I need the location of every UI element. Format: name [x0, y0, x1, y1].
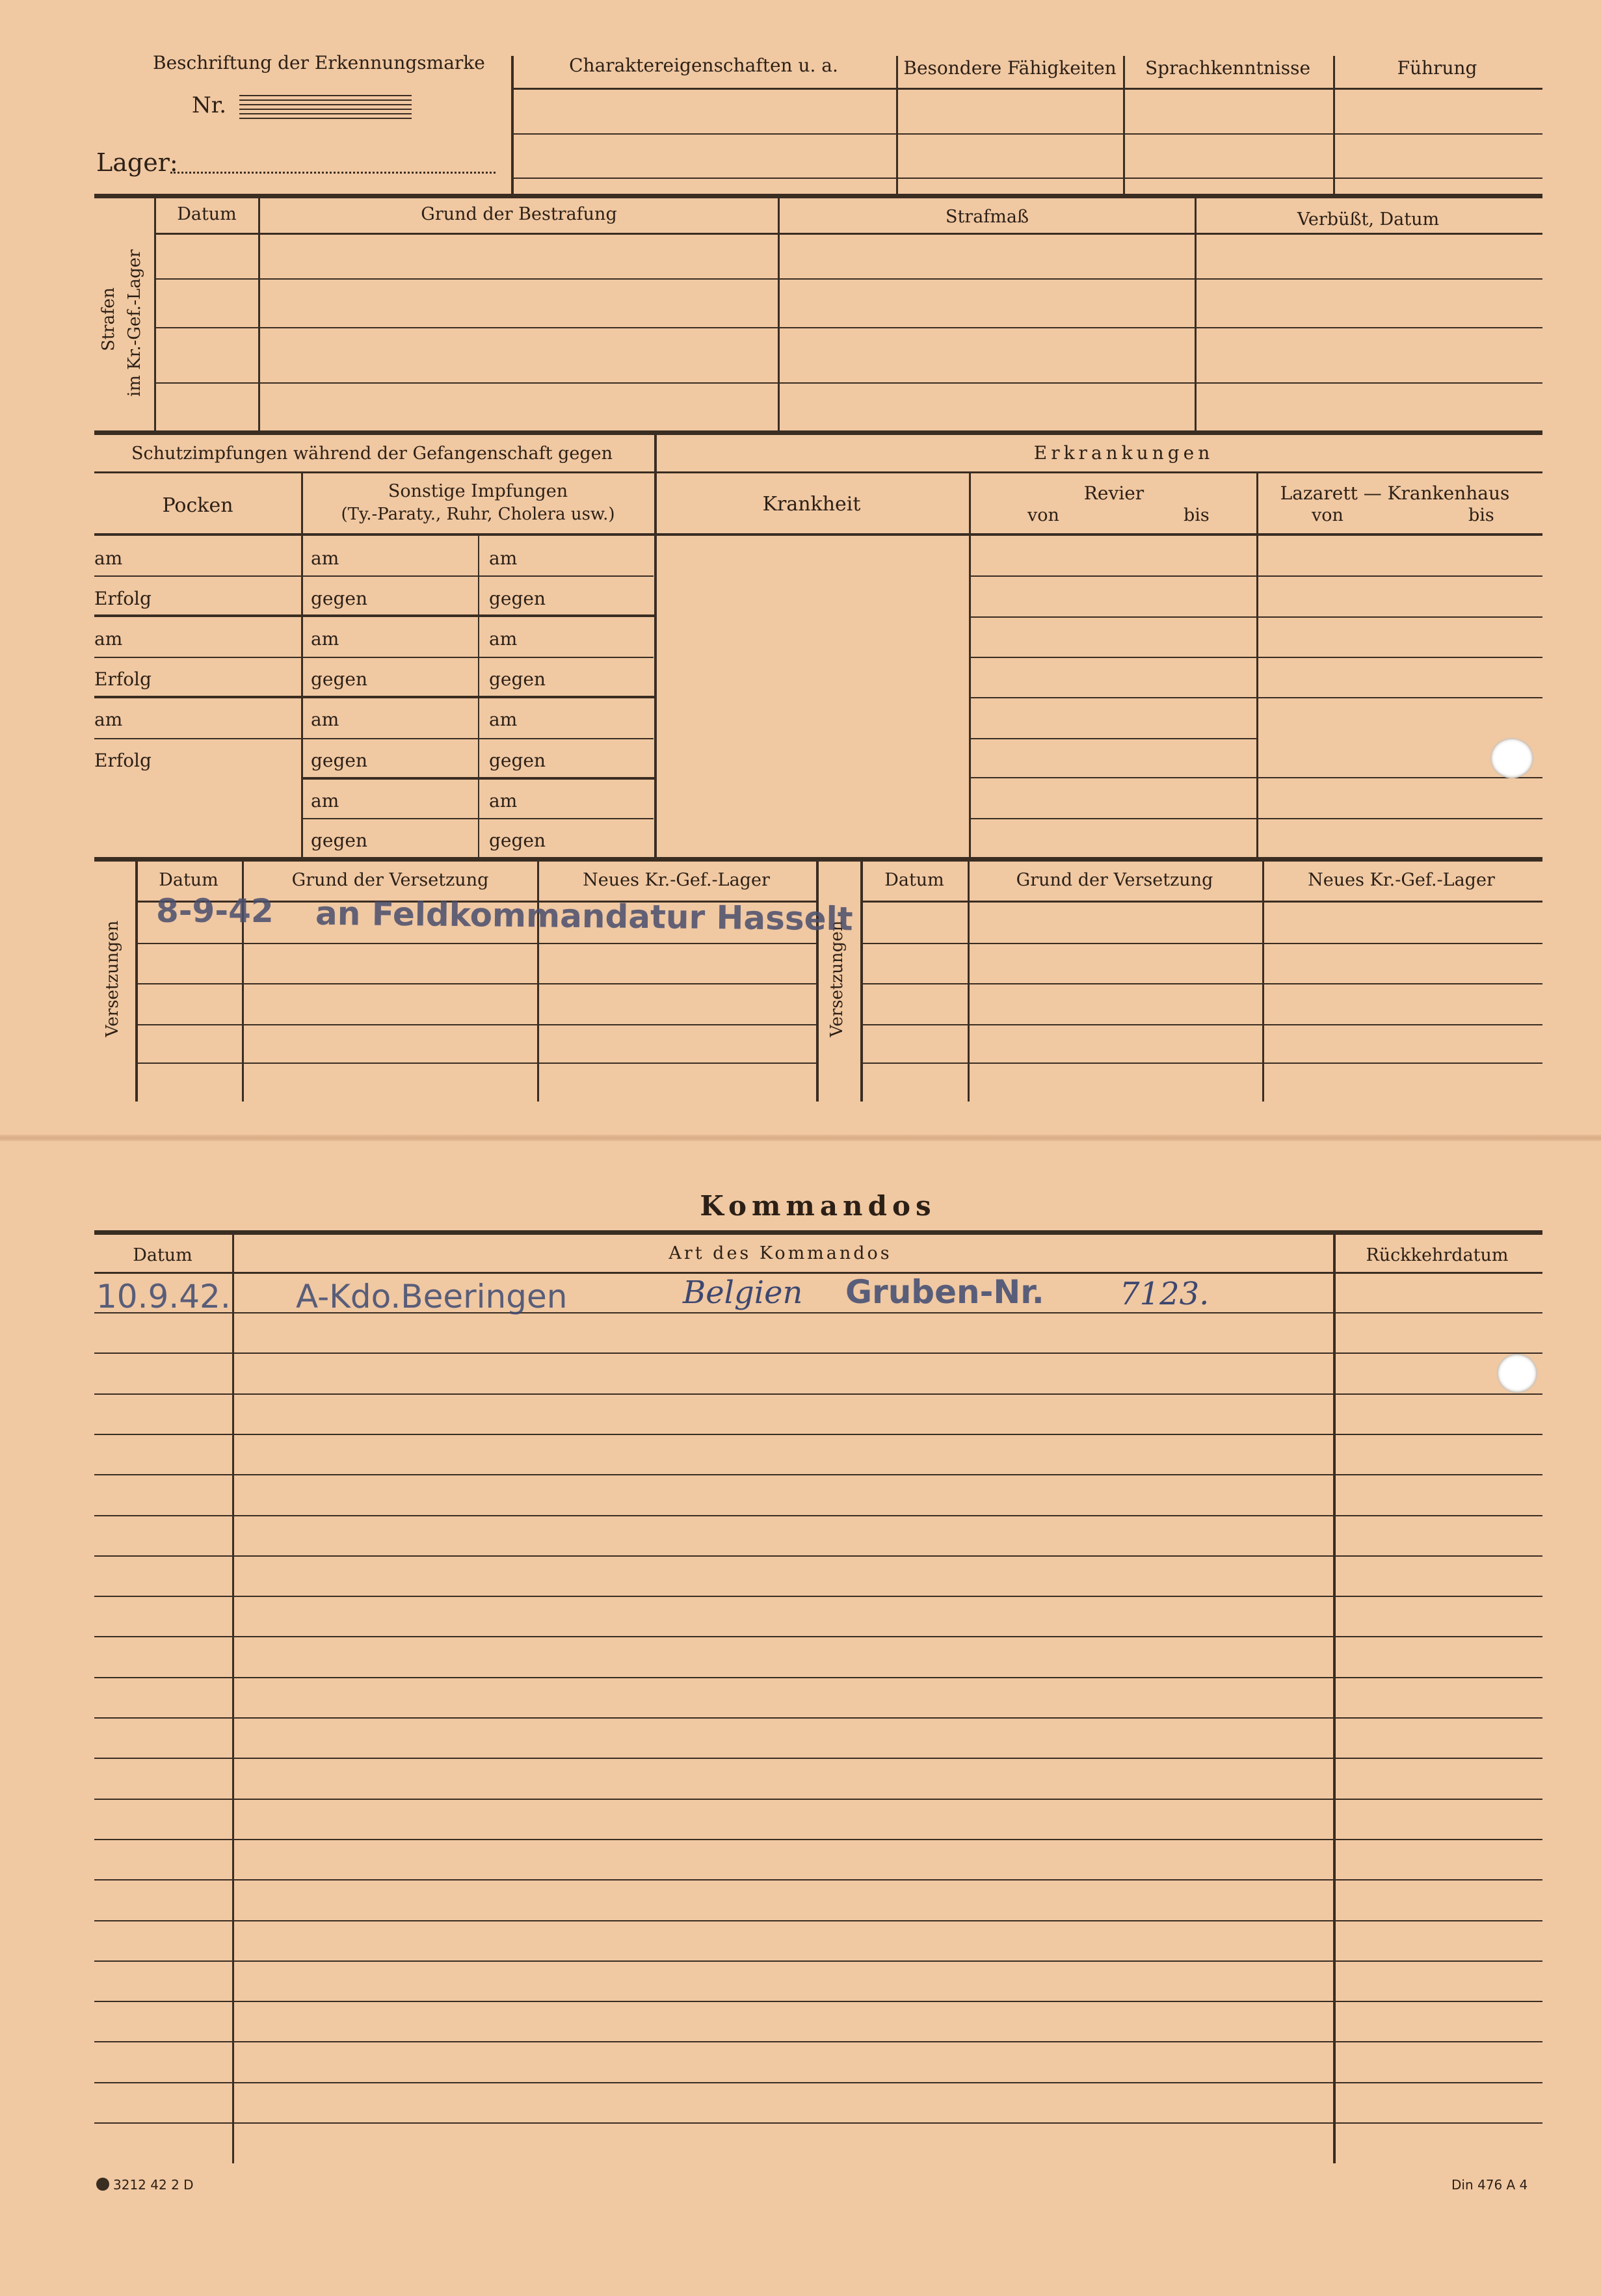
kommandos-row-line [94, 1677, 1542, 1678]
kommandos-row-line [94, 1839, 1542, 1840]
stamp-text: an Feldkommandatur Hasselt [315, 894, 853, 938]
sonst-gegen-4a: gegen [311, 830, 368, 851]
sonst-gegen-2a: gegen [311, 668, 368, 690]
punch-hole-upper [1490, 738, 1533, 778]
strafen-side-label-1: Strafen [99, 287, 118, 351]
kdo-entry-nr: 7123. [1120, 1276, 1210, 1312]
sonst-gegen-3a: gegen [311, 750, 368, 771]
pocken-erfolg-2: Erfolg [94, 668, 152, 690]
nr-label: Nr. [192, 92, 227, 118]
kommandos-row-line [94, 1879, 1542, 1880]
col-fuehrung: Führung [1397, 57, 1477, 79]
pocken-am-1: am [94, 548, 123, 569]
kommandos-row-line [94, 1717, 1542, 1719]
kommandos-row-line [94, 1555, 1542, 1557]
sonstige-header-2: (Ty.-Paraty., Ruhr, Cholera usw.) [341, 505, 615, 524]
strafen-col-grund: Grund der Bestrafung [421, 204, 617, 224]
sonst-am-2a: am [311, 628, 339, 650]
revier-von: von [1027, 505, 1059, 525]
sonst-am-4b: am [489, 790, 518, 812]
sonstige-header-1: Sonstige Impfungen [388, 481, 568, 501]
impfungen-title: Schutzimpfungen während der Gefangenschaft gegen [131, 443, 613, 464]
versetzungen-side-label-left: Versetzungen [103, 920, 122, 1037]
kommandos-row-line [94, 1920, 1542, 1921]
kommandos-row-line [94, 2001, 1542, 2002]
nr-field-hatch[interactable] [239, 95, 412, 121]
krankheit-header: Krankheit [762, 493, 861, 516]
kommandos-row-line [94, 1596, 1542, 1597]
paper-fold [0, 1135, 1601, 1141]
kommandos-row-line [94, 1393, 1542, 1395]
lager-field[interactable] [170, 172, 496, 174]
sonst-am-3b: am [489, 709, 518, 730]
pocken-am-2: am [94, 628, 123, 650]
pocken-am-3: am [94, 709, 123, 730]
sonst-gegen-1b: gegen [489, 588, 546, 609]
vers-col-datum-r: Datum [884, 870, 944, 890]
footer-left: 3212 42 2 D [113, 2177, 194, 2193]
kommandos-row-line [94, 1474, 1542, 1475]
vers-col-neues: Neues Kr.-Gef.-Lager [583, 870, 770, 890]
kommandos-row-line [94, 1758, 1542, 1759]
punch-hole-lower [1497, 1354, 1537, 1393]
kommandos-row-line [94, 2122, 1542, 2124]
col-faehigkeiten: Besondere Fähigkeiten [903, 57, 1117, 79]
strafen-side-label-2: im Kr.-Gef.-Lager [125, 249, 144, 397]
kommandos-row-line [94, 2082, 1542, 2083]
sonst-am-4a: am [311, 790, 339, 812]
kdo-col-rueckkehr: Rückkehrdatum [1366, 1245, 1509, 1265]
vers-col-datum: Datum [159, 870, 218, 890]
kdo-entry-gruben: Gruben-Nr. [845, 1273, 1044, 1311]
id-tag-title: Beschriftung der Erkennungsmarke [153, 52, 485, 73]
lager-label: Lager: [96, 148, 178, 177]
pocken-erfolg-1: Erfolg [94, 588, 152, 609]
kommandos-row-line [94, 1636, 1542, 1637]
revier-bis: bis [1184, 505, 1210, 525]
col-charakter: Charaktereigenschaften u. a. [569, 55, 838, 76]
kdo-col-art: Art des Kommandos [668, 1243, 892, 1263]
printer-mark-icon [96, 2178, 109, 2191]
kommandos-row-line [94, 2041, 1542, 2042]
kdo-col-datum: Datum [133, 1245, 192, 1265]
pocken-erfolg-3: Erfolg [94, 750, 152, 771]
lazarett-von: von [1312, 505, 1343, 525]
strafen-col-strafmass: Strafmaß [945, 207, 1029, 227]
kommandos-row-line [94, 1353, 1542, 1354]
footer-right: Din 476 A 4 [1451, 2177, 1528, 2193]
kommandos-row-line [94, 1434, 1542, 1435]
vers-col-grund-r: Grund der Versetzung [1016, 870, 1213, 890]
erkrankungen-title: Erkrankungen [1033, 442, 1214, 464]
versetzungen-side-label-right: Versetzungen [827, 920, 847, 1037]
sonst-am-1a: am [311, 548, 339, 569]
kommandos-row-line [94, 1515, 1542, 1516]
vers-col-grund: Grund der Versetzung [291, 870, 489, 890]
revier-header: Revier [1083, 482, 1145, 504]
kdo-entry-kdo: A-Kdo.Beeringen [296, 1278, 568, 1315]
col-sprachen: Sprachkenntnisse [1145, 57, 1311, 79]
strafen-col-verbuesst: Verbüßt, Datum [1297, 209, 1440, 230]
vers-col-neues-r: Neues Kr.-Gef.-Lager [1308, 870, 1495, 890]
sonst-am-1b: am [489, 548, 518, 569]
sonst-gegen-4b: gegen [489, 830, 546, 851]
sonst-gegen-2b: gegen [489, 668, 546, 690]
strafen-col-datum: Datum [177, 204, 237, 224]
sonst-gegen-1a: gegen [311, 588, 368, 609]
kommandos-row-line [94, 1960, 1542, 1962]
sonst-gegen-3b: gegen [489, 750, 546, 771]
kommandos-title: Kommandos [700, 1190, 936, 1222]
lazarett-header: Lazarett — Krankenhaus [1280, 482, 1510, 504]
pocken-header: Pocken [162, 494, 233, 517]
stamp-date: 8-9-42 [156, 892, 274, 930]
kommandos-row-line [94, 1799, 1542, 1800]
kdo-entry-date: 10.9.42. [96, 1278, 231, 1315]
lazarett-bis: bis [1468, 505, 1494, 525]
sonst-am-3a: am [311, 709, 339, 730]
sonst-am-2b: am [489, 628, 518, 650]
kdo-entry-hand: Belgien [683, 1274, 803, 1311]
